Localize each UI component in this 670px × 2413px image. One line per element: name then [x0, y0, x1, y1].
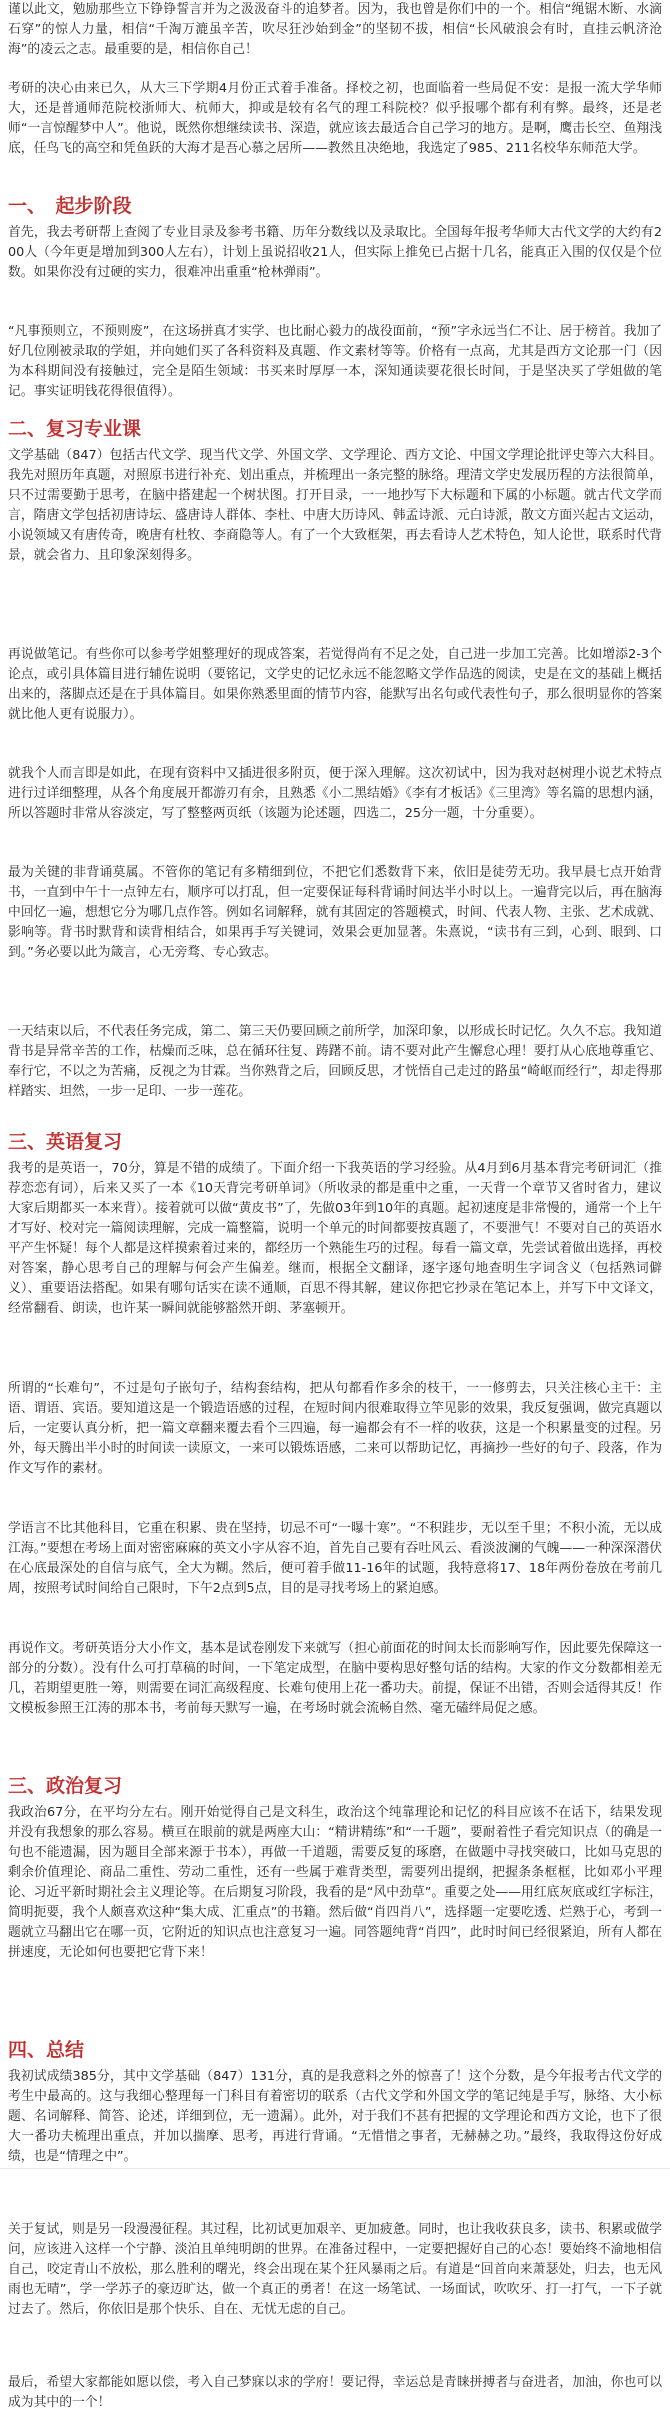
spacer — [0, 2360, 670, 2373]
section-title-english: 三、英语复习 — [8, 1131, 123, 1153]
spacer — [0, 402, 670, 415]
intro-greeting: 谨以此文，勉励那些立下铮铮誓言并为之汲汲奋斗的追梦者。因为，我也曾是你们中的一个。相信“绳锯木断、水滴石穿”的惊人力量，相信“千淘万漉虽辛苦，吹尽狂沙始到金”的坚韧不拔，相信“长风破浪会有时，直挂云帆济沧海”的凌云之志。最重要的是，相信你自己！ — [8, 2, 662, 57]
summary-paragraph-1: 我初试成绩385分，其中文学基础（847）131分，真的是我意料之外的惊喜了！这个分数，是今年报考古代文学的考生中最高的。这与我细心整理每一门科目有着密切的联系（古代文学和外国文学的笔记纯是手写，脉络、大小标题、名词解释、简答、论述，详细到位，无一遗漏）。此外，对于我们不甚有把握的文学理论和西方文论，也下了很大一番功夫梳理出重点，并加以揣摩、思考，再进行背诵。“无惜惜之事者，无赫赫之功。”最终，我取得这份好成绩，也是“情理之中”。 — [8, 2069, 662, 2164]
section-title-major: 二、复习专业课 — [8, 418, 142, 440]
major-paragraph-2: 再说做笔记。有些你可以参考学姐整理好的现成答案，若觉得尚有不足之处，自己进一步加工完善。比如增添2-3个论点，或引具体篇目进行辅佐说明（要铭记，文学史的记忆永远不能忽略文学作品选的阅读，史是在文的基础上概括出来的，落脚点还是在于具体篇目。如果你熟悉里面的情节内容，能默写出名句或代表性句子，那么很明显你的答案就比他人更有说服力）。 — [8, 647, 662, 722]
spacer — [0, 2207, 670, 2220]
section-title-start: 一、 起步阶段 — [8, 195, 132, 217]
spacer — [0, 844, 670, 863]
politics-paragraph-1: 我政治67分，在平均分左右。刚开始觉得自己是文科生，政治这个纯靠理论和记忆的科目应该不在话下，结果发现并没有我想象的那么容易。横亘在眼前的就是两座大山：“精讲精练”和“一千题”，要耐着性子看完知识点（的确是一句也不能遗漏，因为题目全部来源于书本），再做一千道题，需要反复的琢磨，在做题中寻找突破口，比如马克思的剩余价值理论、商品二重性、劳动二重性，还有一些属于难背类型，需要列出提纲，把握条条框框，比如邓小平理论、习近平新时期社会主义理论等。在后期复习阶段，我看的是“风中劲草”。重要之处——用红底灰底或红字标注，简明扼要，我个人颇喜欢这种“集大成、汇重点”的书籍。然后做“肖四肖八”，选择题一定要吃透、烂熟于心，考到一题就立马翻出它在哪一页，它附近的知识点也注意复习一遍。同答题纯背“肖四”，此时时间已经很紧迫，所有人都在拼速度，无论如何也要把它背下来！ — [8, 1805, 662, 1960]
major-paragraph-1: 文学基础（847）包括古代文学、现当代文学、外国文学、文学理论、西方文论、中国文学理论批评史等六大科目。我先对照历年真题，对照原书进行补充、划出重点，并梳理出一条完整的脉络。理清文学史发展历程的方法很简单，只不过需要勤于思考，在脑中搭建起一个树状图。打开目录，一一地抄写下大标题和下属的小标题。就古代文学而言，隋唐文学包括初唐诗坛、盛唐诗人群体、李杜、中唐大历诗风、韩孟诗派、元白诗派，散文方面兴起古文运动，小说领域又有唐传奇，晚唐有杜牧、李商隐等人。有了一个大致框架，再去看诗人艺术特色，知人论世，联系时代背景，就会省力、且印象深刻得多。 — [8, 448, 662, 563]
section-title-politics: 三、政治复习 — [8, 1775, 123, 1797]
spacer — [0, 626, 670, 645]
start-paragraph-1: 首先，我去考研帮上查阅了专业目录及参考书籍、历年分数线以及录取比。全国每年报考华师大古代文学的大约有200人（今年更是增加到300人左右），计划上虽说招收21人，但实际上推免已占据十几名，能真正入围的仅仅是个位数。如果你没有过硬的实力，很难冲出重重“枪林弹雨”。 — [8, 225, 662, 280]
spacer — [0, 1759, 670, 1772]
english-paragraph-3: 学语言不比其他科目，它重在积累、贵在坚持，切忌不可“一曝十寒”。“不积跬步，无以至千里；不积小流，无以成江海。”要想在考场上面对密密麻麻的英文小字从容不迫，首先自己要有吞吐风云、看淡波澜的气魄——一种深深潜伏在心底最深处的自信与底气，全大为糊。然后，便可着手做11-16年的试题，我特意将17、18年两份卷放在考前几周，按照考试时间给自己限时，下午2点到5点，目的是寻找考场上的紧迫感。 — [8, 1521, 662, 1596]
spacer — [0, 2023, 670, 2036]
section-title-summary: 四、总结 — [8, 2039, 85, 2061]
intro-decision: 考研的决心由来已久，从大三下学期4月份正式着手准备。择校之初，也面临着一些局促不安：是报一流大学华师大，还是普通师范院校浙师大、杭师大，抑或是较有名气的理工科院校？似乎报哪个都有利有弊。最终，还是老师“一言惊醒梦中人”。他说，既然你想继续读书、深造，就应该去最适合自己学习的地方。是啊，鹰击长空、鱼翔浅底，任鸟飞的高空和凭鱼跃的大海才是吾心慕之居所——教然且决绝地，我选定了985、211名校华东师范大学。 — [8, 81, 662, 156]
english-paragraph-1: 我考的是英语一，70分，算是不错的成绩了。下面介绍一下我英语的学习经验。从4月到6月基本背完考研词汇（推荐恋恋有词），后来又买了一本《10天背完考研单词》（所收录的都是重中之重，一天背一个章节又省时省力，建议大家后期都买一本来背）。接着就可以做“黄皮书”了，先做03年到10年的真题。起初速度是非常慢的，通常一个上午才写好、校对完一篇阅读理解，完成一篇整篇，说明一个单元的时间都要按真题了，不要泄气！不要对自己的英语水平产生怀疑！每个人都是这样摸索着过来的，都经历一个熟能生巧的过程。每看一篇文章，先尝试着做出选择，再校对答案，静心思考自己的理解与何会产生偏差。继而，根据全文翻译，逐字逐句地查明生字词含义（包括熟词僻义）、重要语法搭配。如果有哪句话实在读不通顺，百思不得其解，建议你把它抄录在笔记本上，并写下中文译文，经常翻看、朗读，也许某一瞬间就能够豁然开朗、茅塞顿开。 — [8, 1161, 662, 1316]
english-paragraph-2: 所谓的“长难句”，不过是句子嵌句子，结构套结构，把从句都看作多余的枝干，一一修剪去，只关注核心主干：主语、谓语、宾语。要知道这是一个锻造语感的过程，在短时间内很难取得立竿见影的效果，我反复强调，做完真题以后，一定要认真分析，把一篇文章翻来覆去看个三四遍，每一遍都会有不一样的收获，这是一个积累量变的过程。另外，每天腾出半小时的时间读一读原文，一来可以锻炼语感，二来可以帮助记忆，再摘抄一些好的句子、段落，作为作文写作的素材。 — [8, 1381, 662, 1476]
english-paragraph-4: 再说作文。考研英语分大小作文，基本是试卷刚发下来就写（担心前面花的时间太长而影响写作，因此要先保障这一部分的分数）。没有什么可打草稿的时间，一下笔定成型，在脑中要构思好整句话的结构。大家的作文分数都相差无几，若期望更胜一筹，则需要在词汇高级程度、长难句使用上花一番功夫。前提，保证不出错，否则会适得其反！作文模板参照王江涛的那本书，考前每天默写一遍，在考场时就会流畅自然、毫无磕绊局促之感。 — [8, 1641, 662, 1716]
major-paragraph-4: 最为关键的非背诵莫属。不管你的笔记有多精细到位，不把它们悉数背下来，依旧是徒劳无功。我早晨七点开始背书，一直到中午十一点钟左右，顺序可以打乱，但一定要保证每科背诵时间达半小时以上。一遍背完以后，再在脑海中回忆一遍，想想它分为哪几点作答。例如名词解释，就有其固定的答题模式，时间、代表人物、主张、艺术成就、影响等。背书时默背和读背相结合，如果再手写关键词，效果会更加显著。朱熹说，“读书有三到，心到、眼到、口到。”务必要以此为箴言，心无旁骛、专心致志。 — [8, 865, 662, 960]
spacer — [0, 745, 670, 764]
page-bottom-divider — [0, 2168, 670, 2169]
spacer — [0, 179, 670, 192]
spacer — [0, 60, 670, 79]
closing-paragraph: 最后，希望大家都能如愿以偿，考入自己梦寐以求的学府！要记得，幸运总是青睐拼搏者与奋进者，加油，你也可以成为其中的一个！ — [8, 2375, 662, 2410]
major-paragraph-3: 就我个人而言即是如此，在现有资料中又插进很多附页，便于深入理解。这次初试中，因为我对赵树理小说艺术特点进行过详细整理，从各个角度展开都游刃有余，且熟悉《小二黑结婚》《李有才板话》《三里湾》等名篇的思想内涵，所以答题时非常从容淡定，写了整整两页纸（该题为论述题，四选二，25分一题，十分重要）。 — [8, 766, 662, 821]
start-paragraph-2: “凡事预则立，不预则废”，在这场拼真才实学、也比耐心毅力的战役面前，“预”字永远当仁不让、居于榜首。我加了好几位刚被录取的学姐，并向她们买了各科资料及真题、作文素材等等。价格有一点高，尤其是西方文论那一门（因为本科期间没有接触过，完全是陌生领域：书买来时厚厚一本，深知通读要花很长时间，于是坚决买了学姐做的笔记。事实证明钱花得很值得）。 — [8, 324, 662, 399]
spacer — [0, 1003, 670, 1022]
summary-paragraph-2: 关于复试，则是另一段漫漫征程。其过程，比初试更加艰辛、更加疲惫。同时，也让我收获良多，读书、积累或做学问，应该进入这样一个宁静、淡泊且单纯明朗的世界。在准备过程中，一定要把握好自己的心态！要始终不渝地相信自己，咬定青山不放松，那么胜利的曙光，终会出现在某个狂风暴雨之后。有道是“回首向来萧瑟处，归去，也无风雨也无晴”，学一学苏子的豪迈旷达，做一个真正的勇者！在这一场笔试、一场面试，吹吹牙、打一打气，一下子就过去了。然后，你依旧是那个快乐、自在、无忧无虑的自己。 — [8, 2222, 662, 2317]
major-paragraph-5: 一天结束以后，不代表任务完成，第二、第三天仍要回顾之前所学，加深印象，以形成长时记忆。久久不忘。我知道背书是异常辛苦的工作，枯燥而乏味，总在循环往复、踌躇不前。请不要对此产生懈怠心理！要打从心底地尊重它、奉行它，不以之为苦痛，反视之为甘霖。当你熟背之后，回顾反思，才恍悟自己走过的路虽“崎岖而经行”，却走得那样踏实、坦然，一步一足印、一步一莲花。 — [8, 1024, 662, 1099]
spacer — [0, 303, 670, 322]
